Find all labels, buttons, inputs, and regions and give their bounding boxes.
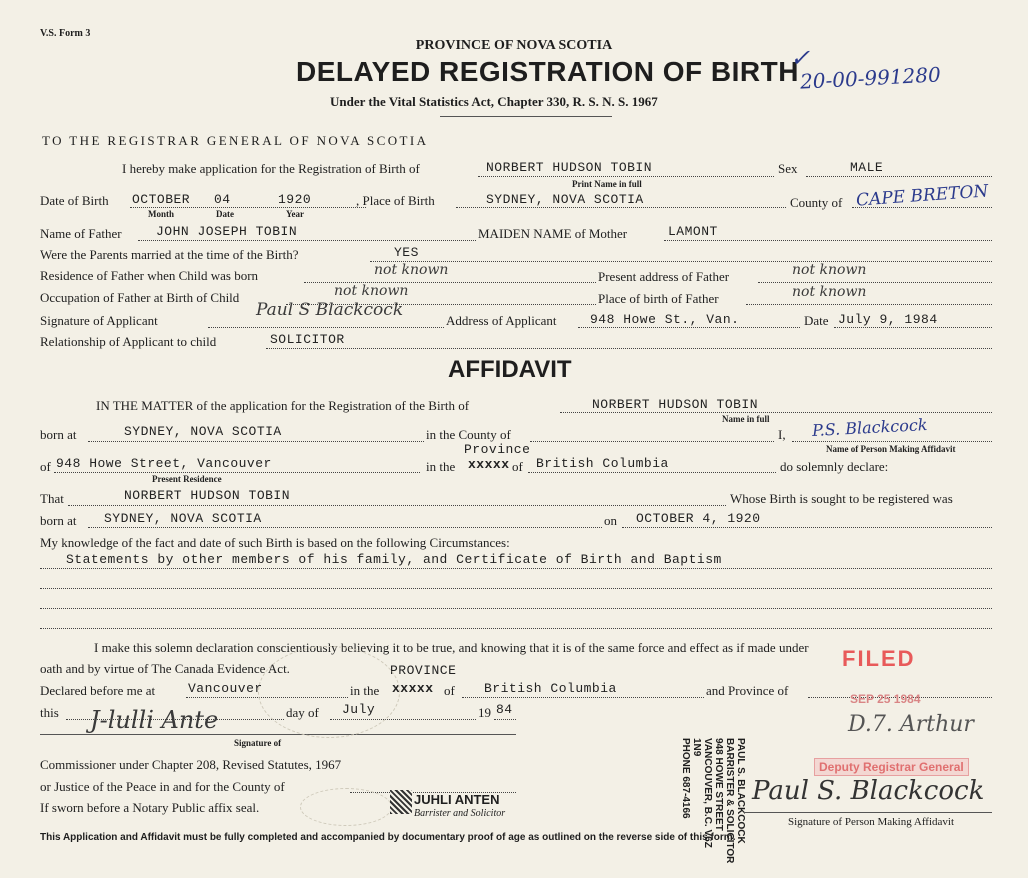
- vertical-stamp: [680, 738, 746, 868]
- child-name-line: [478, 176, 774, 177]
- mother-label: MAIDEN NAME of Mother: [478, 226, 628, 241]
- father-birthplace-line: [746, 304, 992, 305]
- declare-text: do solemnly declare:: [780, 459, 889, 474]
- of-label: of: [40, 459, 51, 474]
- province-value: British Columbia: [536, 456, 669, 471]
- province-note: PROVINCE: [390, 663, 457, 678]
- affiant-signature-icon: Paul S. Blackcock: [752, 776, 985, 806]
- print-name-caption: Print Name in full: [572, 179, 642, 189]
- province-line: [528, 472, 776, 473]
- circumstances-line-4: [40, 628, 992, 629]
- father-line: [138, 240, 476, 241]
- declaration-line-1: I make this solemn declaration conscientiously believing it to be true, and knowing that it is of the same force and effect as if made under: [94, 640, 809, 655]
- whose-birth-text: Whose Birth is sought to be registered was: [730, 491, 953, 506]
- dob-month: OCTOBER: [132, 192, 191, 207]
- father-value: JOHN JOSEPH TOBIN: [156, 224, 298, 239]
- affidavit-title: AFFIDAVIT: [448, 356, 572, 383]
- affidavit-county-line: [530, 441, 774, 442]
- footer-note: This Application and Affidavit must be fully completed and accompanied by documentary proof of age as outlined on the reverse side of this form.: [40, 832, 736, 843]
- circumstances-line-1: [40, 568, 992, 569]
- affiant-residence: 948 Howe Street, Vancouver: [56, 456, 272, 471]
- county-label: County of: [790, 195, 843, 210]
- applicant-signature: Paul S Blackcock: [256, 300, 404, 320]
- sex-label: Sex: [778, 161, 798, 176]
- handwritten-registration-number: 20-00-991280: [799, 62, 942, 94]
- struck-word-2: xxxxx: [392, 681, 434, 696]
- circumstances-value: Statements by other members of his family, and Certificate of Birth and Baptism: [66, 552, 722, 567]
- married-label: Were the Parents married at the time of the Birth?: [40, 247, 299, 262]
- declaration-line-2: oath and by virtue of The Canada Evidence Act.: [40, 661, 290, 676]
- vertical-stamp-line-5: PHONE 687-4166: [680, 738, 691, 819]
- justice-text: or Justice of the Peace in and for the County of: [40, 779, 285, 794]
- month-value: July: [342, 702, 376, 717]
- sex-line: [806, 176, 992, 177]
- affiant-name: P.S. Blackcock: [811, 414, 928, 441]
- circumstances-line-2: [40, 588, 992, 589]
- day-of-label: day of: [286, 705, 319, 720]
- circumstances-line-3: [40, 608, 992, 609]
- occupation-label: Occupation of Father at Birth of Child: [40, 290, 240, 305]
- in-the2-label: in the: [350, 683, 380, 698]
- dob-date: 04: [214, 192, 231, 207]
- residence-line-affidavit: [54, 472, 420, 473]
- province-title: PROVINCE OF NOVA SCOTIA: [415, 38, 613, 53]
- notary-text: If sworn before a Notary Public affix seal.: [40, 800, 260, 815]
- on-label: on: [604, 513, 617, 528]
- vertical-stamp-line-4: VANCOUVER, B.C. V6Z 1N9: [691, 738, 713, 848]
- address-label: Address of Applicant: [446, 313, 557, 328]
- addressee: TO THE REGISTRAR GENERAL OF NOVA SCOTIA: [42, 133, 429, 148]
- residence-label: Residence of Father when Child was born: [40, 268, 259, 283]
- affiant-signature-caption: Signature of Person Making Affidavit: [788, 816, 954, 828]
- affiant-signature-line: [744, 812, 992, 813]
- born-at-line: [88, 441, 424, 442]
- place-label: , Place of Birth: [356, 193, 435, 208]
- father-label: Name of Father: [40, 226, 122, 241]
- born-at2-value: SYDNEY, NOVA SCOTIA: [104, 511, 262, 526]
- declared-value: Vancouver: [188, 681, 263, 696]
- stamp-logo-icon: [390, 790, 412, 814]
- relationship-value: SOLICITOR: [270, 332, 345, 347]
- intro-text: I hereby make application for the Registration of Birth of: [122, 161, 420, 176]
- year-line: [494, 719, 516, 720]
- married-line: [370, 261, 992, 262]
- mother-line: [664, 240, 992, 241]
- matter-name-line: [560, 412, 992, 413]
- married-value: YES: [394, 245, 419, 260]
- year-prefix: 19: [478, 705, 491, 720]
- juhli-stamp-name: JUHLI ANTEN: [414, 792, 500, 807]
- address-line: [578, 327, 800, 328]
- mother-value: LAMONT: [668, 224, 718, 239]
- on-value: OCTOBER 4, 1920: [636, 511, 761, 526]
- filed-date-stamp: SEP 25 1984: [850, 692, 921, 706]
- province2-line: [462, 697, 704, 698]
- date-value: July 9, 1984: [838, 312, 938, 327]
- year-caption: Year: [286, 209, 304, 219]
- embossed-seal-2-icon: [300, 788, 392, 826]
- child-name: NORBERT HUDSON TOBIN: [486, 160, 653, 175]
- province-annotation: Province: [464, 442, 531, 457]
- present-address-line: [758, 282, 992, 283]
- and-province-label: and Province of: [706, 683, 789, 698]
- matter-text: IN THE MATTER of the application for the Registration of the Birth of: [96, 398, 470, 413]
- signature-line: [208, 327, 444, 328]
- title-divider: [440, 116, 612, 117]
- date-label: Date: [804, 313, 829, 328]
- born-at-label: born at: [40, 427, 77, 442]
- province2-value: British Columbia: [484, 681, 617, 696]
- relationship-label: Relationship of Applicant to child: [40, 334, 217, 349]
- address-value: 948 Howe St., Van.: [590, 312, 740, 327]
- year-value: 84: [496, 702, 513, 717]
- struck-word: xxxxx: [468, 457, 510, 472]
- present-address-label: Present address of Father: [598, 269, 730, 284]
- of2-label: of: [444, 683, 455, 698]
- deputy-registrar-stamp: Deputy Registrar General: [814, 758, 969, 776]
- commissioner-text: Commissioner under Chapter 208, Revised Statutes, 1967: [40, 757, 342, 772]
- in-the-label: in the: [426, 459, 456, 474]
- place-line: [456, 207, 786, 208]
- dob-year: 1920: [278, 192, 312, 207]
- vertical-stamp-line-2: BARRISTER & SOLICITOR: [724, 738, 735, 864]
- commissioner-signature-icon: J-lulli Ante: [90, 706, 219, 734]
- commissioner-signature-line: [40, 734, 516, 735]
- on-line: [622, 527, 992, 528]
- born-at2-line: [88, 527, 602, 528]
- embossed-seal-icon: [258, 646, 400, 738]
- county-value: CAPE BRETON: [855, 181, 989, 211]
- father-birthplace-value: not known: [792, 284, 867, 300]
- registrar-signature-icon: D.7. Arthur: [848, 712, 974, 737]
- declared-label: Declared before me at: [40, 683, 156, 698]
- form-number: V.S. Form 3: [40, 28, 91, 39]
- residence-value: not known: [374, 262, 449, 278]
- affidavit-child-name: NORBERT HUDSON TOBIN: [592, 397, 759, 412]
- signature-label: Signature of Applicant: [40, 313, 158, 328]
- present-address-value: not known: [792, 262, 867, 278]
- born-at2-label: born at: [40, 513, 77, 528]
- county-text: in the County of: [426, 427, 511, 442]
- that-label: That: [40, 491, 64, 506]
- juhli-stamp-title: Barrister and Solicitor: [414, 808, 506, 819]
- filed-stamp: FILED: [842, 646, 916, 671]
- dob-line: [130, 207, 366, 208]
- of-word: of: [512, 459, 523, 474]
- vertical-stamp-line-1: PAUL S. BLACKCOCK: [735, 738, 746, 844]
- occupation-value: not known: [334, 283, 409, 299]
- vertical-stamp-line-3: 948 HOWE STREET: [713, 738, 724, 831]
- dob-label: Date of Birth: [40, 193, 109, 208]
- that-line: [68, 505, 726, 506]
- i-label: I,: [778, 427, 786, 442]
- date-caption: Date: [216, 209, 234, 219]
- date-line: [834, 327, 992, 328]
- knowledge-text: My knowledge of the fact and date of such Birth is based on the following Circumstances:: [40, 535, 510, 550]
- affiant-line: [792, 441, 992, 442]
- born-at-value: SYDNEY, NOVA SCOTIA: [124, 424, 282, 439]
- sex-value: MALE: [850, 160, 884, 175]
- place-value: SYDNEY, NOVA SCOTIA: [486, 192, 644, 207]
- month-caption: Month: [148, 209, 175, 219]
- signature-of-caption: Signature of: [234, 738, 282, 748]
- main-title: DELAYED REGISTRATION OF BIRTH: [296, 56, 799, 87]
- relationship-line: [266, 348, 992, 349]
- this-label: this: [40, 705, 59, 720]
- subtitle: Under the Vital Statistics Act, Chapter 330, R. S. N. S. 1967: [330, 94, 658, 109]
- residence-caption: Present Residence: [152, 474, 222, 484]
- affiant-caption: Name of Person Making Affidavit: [826, 444, 956, 454]
- check-mark-icon: ✓: [790, 44, 811, 72]
- that-value: NORBERT HUDSON TOBIN: [124, 488, 291, 503]
- name-in-full-caption: Name in full: [722, 414, 770, 424]
- father-birthplace-label: Place of birth of Father: [598, 291, 719, 306]
